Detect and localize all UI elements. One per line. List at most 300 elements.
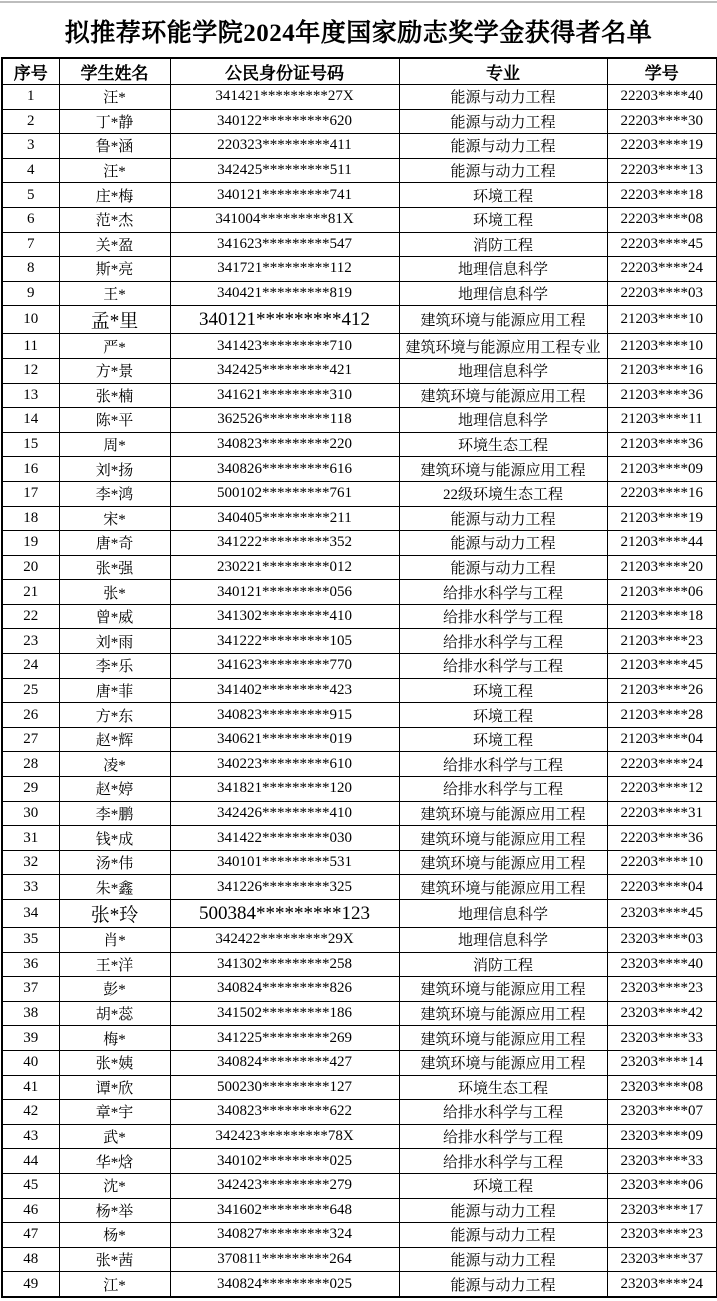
cell-name: 华*焓	[59, 1149, 170, 1174]
cell-index: 40	[2, 1050, 59, 1075]
cell-name: 汪*	[59, 158, 170, 183]
cell-name: 钱*成	[59, 826, 170, 851]
table-row	[2, 531, 717, 556]
table-row	[2, 432, 717, 457]
cell-citizen_id: 500102*********761	[170, 481, 399, 506]
cell-student_id: 21203****11	[607, 408, 717, 433]
cell-citizen_id: 342425*********421	[170, 358, 399, 383]
cell-student_id: 22203****40	[607, 85, 717, 110]
cell-citizen_id: 340405*********211	[170, 506, 399, 531]
column-header-student-id: 学号	[607, 58, 717, 85]
table-row	[2, 358, 717, 383]
cell-index: 46	[2, 1198, 59, 1223]
cell-citizen_id: 340824*********427	[170, 1050, 399, 1075]
cell-major: 地理信息科学	[399, 257, 607, 282]
cell-citizen_id: 500384*********123	[170, 900, 399, 928]
cell-citizen_id: 362526*********118	[170, 408, 399, 433]
table-row	[2, 1100, 717, 1125]
cell-citizen_id: 340223*********610	[170, 752, 399, 777]
table-row	[2, 1173, 717, 1198]
cell-student_id: 21203****19	[607, 506, 717, 531]
cell-index: 16	[2, 457, 59, 482]
table-row	[2, 826, 717, 851]
cell-student_id: 22203****45	[607, 232, 717, 257]
cell-name: 张*	[59, 580, 170, 605]
cell-citizen_id: 340823*********915	[170, 703, 399, 728]
cell-major: 能源与动力工程	[399, 506, 607, 531]
cell-major: 能源与动力工程	[399, 158, 607, 183]
cell-name: 方*东	[59, 703, 170, 728]
cell-citizen_id: 342426*********410	[170, 801, 399, 826]
cell-index: 35	[2, 928, 59, 953]
cell-major: 建筑环境与能源应用工程	[399, 801, 607, 826]
cell-citizen_id: 341226*********325	[170, 875, 399, 900]
cell-major: 建筑环境与能源应用工程	[399, 826, 607, 851]
cell-major: 能源与动力工程	[399, 555, 607, 580]
cell-citizen_id: 340621*********019	[170, 727, 399, 752]
cell-index: 36	[2, 952, 59, 977]
cell-citizen_id: 340121*********741	[170, 183, 399, 208]
table-row	[2, 850, 717, 875]
cell-index: 10	[2, 306, 59, 334]
cell-student_id: 22203****19	[607, 134, 717, 159]
cell-name: 李*鸿	[59, 481, 170, 506]
cell-index: 7	[2, 232, 59, 257]
cell-index: 14	[2, 408, 59, 433]
cell-student_id: 21203****04	[607, 727, 717, 752]
cell-student_id: 22203****04	[607, 875, 717, 900]
cell-index: 31	[2, 826, 59, 851]
cell-major: 给排水科学与工程	[399, 629, 607, 654]
cell-student_id: 23203****23	[607, 1223, 717, 1248]
cell-index: 11	[2, 334, 59, 359]
table-row	[2, 875, 717, 900]
cell-student_id: 21203****36	[607, 432, 717, 457]
table-row	[2, 952, 717, 977]
cell-index: 28	[2, 752, 59, 777]
cell-student_id: 22203****12	[607, 777, 717, 802]
column-header-name: 学生姓名	[59, 58, 170, 85]
cell-name: 江*	[59, 1272, 170, 1297]
cell-student_id: 21203****28	[607, 703, 717, 728]
cell-student_id: 23203****33	[607, 1026, 717, 1051]
table-row	[2, 629, 717, 654]
cell-student_id: 22203****10	[607, 850, 717, 875]
table-row	[2, 408, 717, 433]
table-row	[2, 109, 717, 134]
cell-citizen_id: 341302*********410	[170, 604, 399, 629]
cell-citizen_id: 341222*********105	[170, 629, 399, 654]
page-title: 拟推荐环能学院2024年度国家励志奖学金获得者名单	[64, 20, 653, 47]
cell-citizen_id: 340823*********220	[170, 432, 399, 457]
cell-name: 汤*伟	[59, 850, 170, 875]
cell-name: 张*玲	[59, 900, 170, 928]
cell-index: 32	[2, 850, 59, 875]
cell-index: 20	[2, 555, 59, 580]
cell-index: 22	[2, 604, 59, 629]
table-row	[2, 257, 717, 282]
cell-citizen_id: 341623*********770	[170, 654, 399, 679]
table-row	[2, 232, 717, 257]
cell-name: 胡*蕊	[59, 1001, 170, 1026]
cell-student_id: 22203****24	[607, 752, 717, 777]
cell-name: 宋*	[59, 506, 170, 531]
cell-citizen_id: 341502*********186	[170, 1001, 399, 1026]
table-row	[2, 604, 717, 629]
cell-name: 李*鹏	[59, 801, 170, 826]
cell-major: 能源与动力工程	[399, 1272, 607, 1297]
cell-index: 9	[2, 281, 59, 306]
cell-name: 陈*平	[59, 408, 170, 433]
cell-student_id: 23203****07	[607, 1100, 717, 1125]
table-body	[2, 85, 717, 1297]
cell-index: 25	[2, 678, 59, 703]
cell-name: 肖*	[59, 928, 170, 953]
cell-name: 彭*	[59, 977, 170, 1002]
table-row	[2, 1149, 717, 1174]
cell-citizen_id: 342423*********279	[170, 1173, 399, 1198]
cell-citizen_id: 340121*********056	[170, 580, 399, 605]
cell-name: 凌*	[59, 752, 170, 777]
cell-index: 12	[2, 358, 59, 383]
table-row	[2, 555, 717, 580]
cell-index: 24	[2, 654, 59, 679]
cell-student_id: 22203****36	[607, 826, 717, 851]
cell-student_id: 23203****14	[607, 1050, 717, 1075]
cell-index: 13	[2, 383, 59, 408]
cell-index: 41	[2, 1075, 59, 1100]
table-row	[2, 1272, 717, 1297]
table-row	[2, 1001, 717, 1026]
cell-citizen_id: 342422*********29X	[170, 928, 399, 953]
cell-index: 23	[2, 629, 59, 654]
cell-citizen_id: 230221*********012	[170, 555, 399, 580]
cell-name: 张*楠	[59, 383, 170, 408]
cell-major: 能源与动力工程	[399, 531, 607, 556]
cell-student_id: 22203****08	[607, 207, 717, 232]
cell-major: 地理信息科学	[399, 408, 607, 433]
cell-major: 能源与动力工程	[399, 1247, 607, 1272]
cell-index: 18	[2, 506, 59, 531]
column-header-citizen-id: 公民身份证号码	[170, 58, 399, 85]
table-row	[2, 678, 717, 703]
cell-citizen_id: 341821*********120	[170, 777, 399, 802]
cell-major: 建筑环境与能源应用工程	[399, 977, 607, 1002]
cell-student_id: 21203****26	[607, 678, 717, 703]
table-row	[2, 1124, 717, 1149]
cell-major: 环境生态工程	[399, 432, 607, 457]
table-row	[2, 281, 717, 306]
cell-citizen_id: 340102*********025	[170, 1149, 399, 1174]
cell-student_id: 21203****10	[607, 306, 717, 334]
cell-index: 1	[2, 85, 59, 110]
cell-citizen_id: 341721*********112	[170, 257, 399, 282]
cell-student_id: 23203****03	[607, 928, 717, 953]
table-row	[2, 777, 717, 802]
cell-name: 赵*婷	[59, 777, 170, 802]
cell-citizen_id: 342425*********511	[170, 158, 399, 183]
cell-major: 给排水科学与工程	[399, 1100, 607, 1125]
cell-major: 消防工程	[399, 952, 607, 977]
table-row	[2, 1050, 717, 1075]
cell-major: 建筑环境与能源应用工程	[399, 850, 607, 875]
cell-index: 39	[2, 1026, 59, 1051]
cell-citizen_id: 341423*********710	[170, 334, 399, 359]
cell-major: 建筑环境与能源应用工程	[399, 306, 607, 334]
table-row	[2, 383, 717, 408]
cell-major: 环境工程	[399, 207, 607, 232]
cell-citizen_id: 341621*********310	[170, 383, 399, 408]
cell-major: 环境工程	[399, 678, 607, 703]
cell-index: 21	[2, 580, 59, 605]
cell-major: 22级环境生态工程	[399, 481, 607, 506]
cell-major: 给排水科学与工程	[399, 752, 607, 777]
cell-major: 环境生态工程	[399, 1075, 607, 1100]
table-row	[2, 1026, 717, 1051]
cell-citizen_id: 341222*********352	[170, 531, 399, 556]
cell-index: 37	[2, 977, 59, 1002]
cell-name: 孟*里	[59, 306, 170, 334]
cell-index: 8	[2, 257, 59, 282]
cell-student_id: 21203****16	[607, 358, 717, 383]
cell-citizen_id: 370811*********264	[170, 1247, 399, 1272]
cell-student_id: 22203****24	[607, 257, 717, 282]
cell-name: 谭*欣	[59, 1075, 170, 1100]
cell-name: 朱*鑫	[59, 875, 170, 900]
column-header-major: 专业	[399, 58, 607, 85]
cell-student_id: 21203****23	[607, 629, 717, 654]
cell-citizen_id: 341302*********258	[170, 952, 399, 977]
cell-student_id: 21203****44	[607, 531, 717, 556]
cell-name: 张*茜	[59, 1247, 170, 1272]
cell-index: 2	[2, 109, 59, 134]
cell-index: 15	[2, 432, 59, 457]
cell-major: 给排水科学与工程	[399, 580, 607, 605]
cell-citizen_id: 341421*********27X	[170, 85, 399, 110]
cell-name: 严*	[59, 334, 170, 359]
cell-major: 建筑环境与能源应用工程	[399, 875, 607, 900]
cell-name: 赵*辉	[59, 727, 170, 752]
table-row	[2, 481, 717, 506]
table-row	[2, 1247, 717, 1272]
cell-index: 47	[2, 1223, 59, 1248]
cell-index: 30	[2, 801, 59, 826]
cell-citizen_id: 341623*********547	[170, 232, 399, 257]
cell-student_id: 21203****45	[607, 654, 717, 679]
cell-major: 给排水科学与工程	[399, 654, 607, 679]
cell-citizen_id: 340101*********531	[170, 850, 399, 875]
cell-major: 给排水科学与工程	[399, 1124, 607, 1149]
cell-major: 给排水科学与工程	[399, 604, 607, 629]
cell-index: 38	[2, 1001, 59, 1026]
cell-name: 斯*亮	[59, 257, 170, 282]
cell-major: 地理信息科学	[399, 281, 607, 306]
cell-index: 27	[2, 727, 59, 752]
cell-name: 唐*奇	[59, 531, 170, 556]
cell-major: 环境工程	[399, 727, 607, 752]
table-row	[2, 158, 717, 183]
cell-major: 能源与动力工程	[399, 134, 607, 159]
cell-major: 建筑环境与能源应用工程	[399, 1026, 607, 1051]
table-row	[2, 977, 717, 1002]
cell-index: 19	[2, 531, 59, 556]
cell-name: 唐*菲	[59, 678, 170, 703]
cell-major: 环境工程	[399, 703, 607, 728]
cell-student_id: 23203****33	[607, 1149, 717, 1174]
cell-name: 沈*	[59, 1173, 170, 1198]
cell-name: 庄*梅	[59, 183, 170, 208]
cell-citizen_id: 500230*********127	[170, 1075, 399, 1100]
cell-student_id: 22203****31	[607, 801, 717, 826]
cell-major: 消防工程	[399, 232, 607, 257]
table-row	[2, 727, 717, 752]
cell-major: 地理信息科学	[399, 358, 607, 383]
cell-name: 刘*雨	[59, 629, 170, 654]
cell-citizen_id: 341422*********030	[170, 826, 399, 851]
cell-name: 张*强	[59, 555, 170, 580]
cell-index: 33	[2, 875, 59, 900]
table-row	[2, 801, 717, 826]
cell-name: 杨*举	[59, 1198, 170, 1223]
cell-major: 建筑环境与能源应用工程	[399, 1001, 607, 1026]
cell-citizen_id: 341004*********81X	[170, 207, 399, 232]
cell-major: 建筑环境与能源应用工程	[399, 457, 607, 482]
cell-name: 刘*扬	[59, 457, 170, 482]
cell-name: 关*盈	[59, 232, 170, 257]
cell-citizen_id: 341225*********269	[170, 1026, 399, 1051]
cell-student_id: 23203****42	[607, 1001, 717, 1026]
cell-major: 给排水科学与工程	[399, 1149, 607, 1174]
cell-index: 45	[2, 1173, 59, 1198]
cell-student_id: 21203****10	[607, 334, 717, 359]
cell-name: 范*杰	[59, 207, 170, 232]
cell-major: 建筑环境与能源应用工程专业	[399, 334, 607, 359]
cell-major: 环境工程	[399, 1173, 607, 1198]
top-divider	[0, 1, 717, 3]
cell-major: 地理信息科学	[399, 928, 607, 953]
cell-index: 42	[2, 1100, 59, 1125]
cell-major: 给排水科学与工程	[399, 777, 607, 802]
cell-index: 26	[2, 703, 59, 728]
cell-index: 49	[2, 1272, 59, 1297]
cell-citizen_id: 340823*********622	[170, 1100, 399, 1125]
cell-citizen_id: 340827*********324	[170, 1223, 399, 1248]
cell-index: 44	[2, 1149, 59, 1174]
table-row	[2, 752, 717, 777]
cell-name: 武*	[59, 1124, 170, 1149]
cell-name: 梅*	[59, 1026, 170, 1051]
cell-index: 3	[2, 134, 59, 159]
cell-student_id: 21203****09	[607, 457, 717, 482]
recipients-table	[1, 57, 717, 1298]
cell-student_id: 21203****18	[607, 604, 717, 629]
table-row	[2, 1223, 717, 1248]
cell-major: 能源与动力工程	[399, 1223, 607, 1248]
cell-student_id: 21203****06	[607, 580, 717, 605]
cell-student_id: 23203****09	[607, 1124, 717, 1149]
cell-index: 5	[2, 183, 59, 208]
cell-major: 建筑环境与能源应用工程	[399, 383, 607, 408]
cell-citizen_id: 220323*********411	[170, 134, 399, 159]
cell-student_id: 23203****40	[607, 952, 717, 977]
cell-name: 王*	[59, 281, 170, 306]
cell-major: 建筑环境与能源应用工程	[399, 1050, 607, 1075]
cell-student_id: 23203****06	[607, 1173, 717, 1198]
column-header-index: 序号	[2, 58, 59, 85]
cell-index: 4	[2, 158, 59, 183]
cell-student_id: 22203****30	[607, 109, 717, 134]
cell-name: 汪*	[59, 85, 170, 110]
table-row	[2, 85, 717, 110]
table-row	[2, 183, 717, 208]
cell-student_id: 23203****24	[607, 1272, 717, 1297]
cell-index: 48	[2, 1247, 59, 1272]
table-row	[2, 1075, 717, 1100]
cell-major: 能源与动力工程	[399, 109, 607, 134]
cell-name: 鲁*涵	[59, 134, 170, 159]
cell-name: 王*洋	[59, 952, 170, 977]
table-row	[2, 703, 717, 728]
cell-citizen_id: 340824*********025	[170, 1272, 399, 1297]
table-row	[2, 306, 717, 334]
cell-student_id: 23203****37	[607, 1247, 717, 1272]
cell-index: 6	[2, 207, 59, 232]
table-row	[2, 900, 717, 928]
cell-name: 方*景	[59, 358, 170, 383]
cell-major: 环境工程	[399, 183, 607, 208]
table-row	[2, 580, 717, 605]
table-row	[2, 457, 717, 482]
cell-citizen_id: 340121*********412	[170, 306, 399, 334]
cell-student_id: 22203****18	[607, 183, 717, 208]
cell-major: 能源与动力工程	[399, 1198, 607, 1223]
cell-citizen_id: 341402*********423	[170, 678, 399, 703]
cell-student_id: 21203****36	[607, 383, 717, 408]
cell-index: 34	[2, 900, 59, 928]
cell-major: 地理信息科学	[399, 900, 607, 928]
cell-student_id: 21203****20	[607, 555, 717, 580]
table-row	[2, 654, 717, 679]
cell-student_id: 22203****16	[607, 481, 717, 506]
cell-name: 周*	[59, 432, 170, 457]
cell-student_id: 23203****17	[607, 1198, 717, 1223]
cell-citizen_id: 340824*********826	[170, 977, 399, 1002]
cell-name: 李*乐	[59, 654, 170, 679]
table-row	[2, 134, 717, 159]
table-row	[2, 207, 717, 232]
cell-citizen_id: 340122*********620	[170, 109, 399, 134]
cell-citizen_id: 341602*********648	[170, 1198, 399, 1223]
cell-name: 曾*威	[59, 604, 170, 629]
table-row	[2, 1198, 717, 1223]
cell-student_id: 23203****45	[607, 900, 717, 928]
cell-index: 29	[2, 777, 59, 802]
table-row	[2, 928, 717, 953]
cell-student_id: 22203****03	[607, 281, 717, 306]
cell-name: 丁*静	[59, 109, 170, 134]
cell-index: 43	[2, 1124, 59, 1149]
table-header-row	[2, 58, 717, 85]
table-row	[2, 506, 717, 531]
cell-citizen_id: 340826*********616	[170, 457, 399, 482]
cell-major: 能源与动力工程	[399, 85, 607, 110]
cell-name: 张*姨	[59, 1050, 170, 1075]
cell-citizen_id: 340421*********819	[170, 281, 399, 306]
cell-student_id: 23203****08	[607, 1075, 717, 1100]
cell-student_id: 22203****13	[607, 158, 717, 183]
cell-index: 17	[2, 481, 59, 506]
cell-student_id: 23203****23	[607, 977, 717, 1002]
